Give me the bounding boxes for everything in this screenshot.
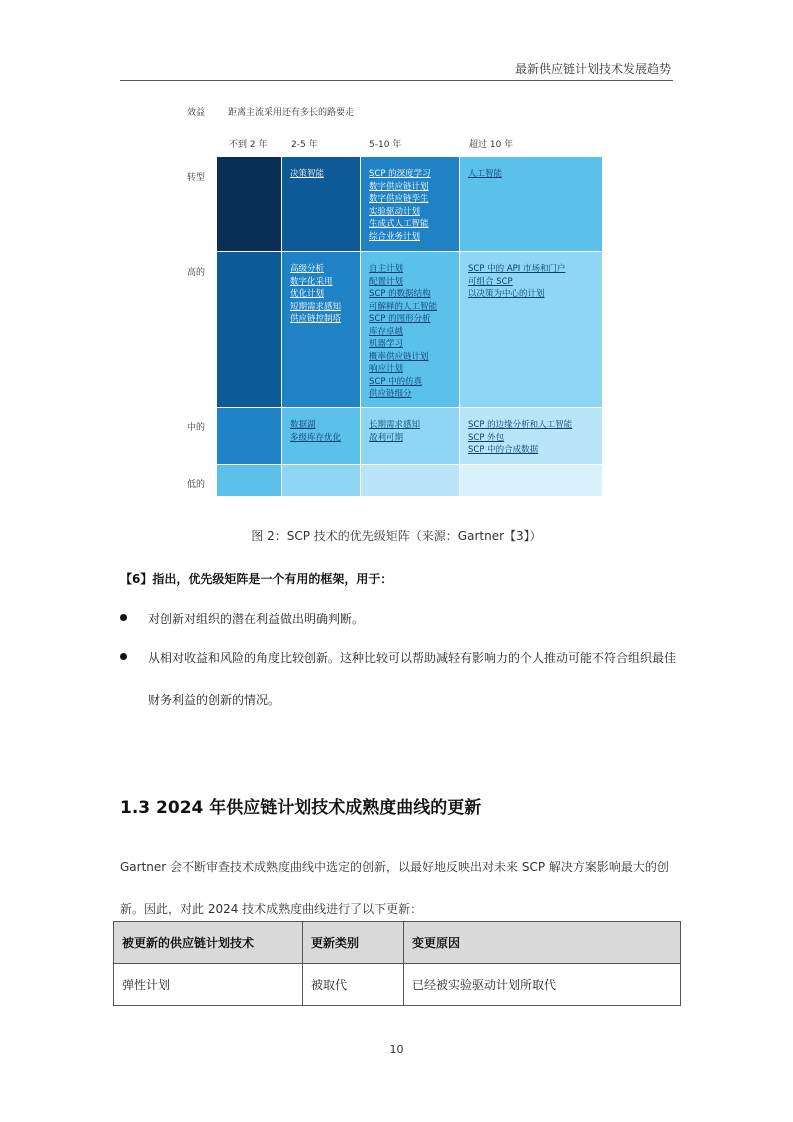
matrix-cell-items <box>290 168 324 181</box>
matrix-technology-item: 多级库存优化 <box>290 432 342 443</box>
matrix-technology-item: 供应链细分 <box>369 389 412 399</box>
matrix-col-label: 5-10 年 <box>369 140 402 150</box>
matrix-cell <box>217 252 281 407</box>
table-cell: 被取代 <box>303 964 404 1006</box>
matrix-technology-item: SCP 的图形分析 <box>369 314 431 324</box>
matrix-technology-item: SCP 外包 <box>468 432 505 443</box>
matrix-benefit-label: 效益 <box>187 108 206 118</box>
matrix-technology-item: 库存卓越 <box>369 326 404 337</box>
matrix-cell-items <box>290 419 341 444</box>
bullet-dot-icon <box>120 653 127 660</box>
bullet-item <box>120 637 680 721</box>
matrix-cell-items <box>468 263 566 301</box>
updates-table <box>113 921 681 1006</box>
matrix-technology-item: 自主计划 <box>369 264 404 274</box>
bullet-dot-icon <box>120 614 127 621</box>
matrix-row-label: 高的 <box>187 268 206 278</box>
matrix-technology-item: 数字供应链计划 <box>369 181 429 192</box>
section-heading: 1.3 2024 年供应链计划技术成熟度曲线的更新 <box>120 798 482 818</box>
table-header-cell: 被更新的供应链计划技术 <box>114 922 303 964</box>
matrix-technology-item: 人工智能 <box>468 169 503 179</box>
table-cell: 弹性计划 <box>114 964 303 1006</box>
matrix-technology-item: 生成式人工智能 <box>369 219 429 229</box>
matrix-technology-item: SCP 的深度学习 <box>369 169 431 179</box>
matrix-cell <box>217 408 281 464</box>
matrix-technology-item: 配置计划 <box>369 276 404 287</box>
bullet-item <box>120 598 680 640</box>
matrix-distance-label: 距离主流采用还有多长的路要走 <box>228 108 355 118</box>
matrix-cell <box>217 157 281 251</box>
matrix-technology-item: 数据湖 <box>290 420 316 430</box>
matrix-col-label: 超过 10 年 <box>469 140 514 150</box>
header-rule <box>120 80 673 81</box>
bullet-text: 从相对收益和风险的角度比较创新。这种比较可以帮助减轻有影响力的个人推动可能不符合组织最佳财务利益的创新的情况。 <box>148 651 677 707</box>
matrix-technology-item: SCP 中的仿真 <box>369 376 423 387</box>
matrix-technology-item: 优化计划 <box>290 289 325 299</box>
matrix-technology-item: 决策智能 <box>290 169 325 179</box>
table-header-cell: 变更原因 <box>404 922 681 964</box>
figure-caption: 图 2：SCP 技术的优先级矩阵（来源：Gartner【3】） <box>251 529 542 543</box>
matrix-cell <box>460 465 602 496</box>
matrix-technology-item: 盈利可期 <box>369 432 404 443</box>
matrix-cell-items <box>468 168 502 181</box>
matrix-col-label: 2-5 年 <box>291 140 318 150</box>
table-row <box>114 964 681 1006</box>
matrix-row-label: 中的 <box>187 423 206 433</box>
matrix-cell <box>361 465 459 496</box>
matrix-technology-item: 响应计划 <box>369 364 404 374</box>
header-title: 最新供应链计划技术发展趋势 <box>514 62 671 76</box>
matrix-technology-item: 机器学习 <box>369 339 404 349</box>
matrix-cell-items <box>369 263 437 401</box>
matrix-row-label: 低的 <box>187 480 206 490</box>
bullet-text: 对创新对组织的潜在利益做出明确判断。 <box>148 612 365 626</box>
matrix-technology-item: 可组合 SCP <box>468 276 513 287</box>
matrix-cell <box>217 465 281 496</box>
matrix-cell-items <box>468 419 572 457</box>
matrix-technology-item: 长期需求感知 <box>369 420 421 430</box>
matrix-cell <box>282 465 360 496</box>
matrix-technology-item: 可解释的人工智能 <box>369 301 438 312</box>
matrix-technology-item: 实验驱动计划 <box>369 206 421 217</box>
matrix-technology-item: 供应链控制塔 <box>290 314 342 324</box>
matrix-technology-item: 短期需求感知 <box>290 301 342 312</box>
section-paragraph: Gartner 会不断审查技术成熟度曲线中选定的创新，以最好地反映出对未来 SCP 解决方案影响最大的创新。因此，对此 2024 技术成熟度曲线进行了以下更新： <box>120 860 669 916</box>
matrix-technology-item: SCP 的边缘分析和人工智能 <box>468 420 573 430</box>
matrix-technology-item: SCP 中的合成数据 <box>468 445 539 455</box>
matrix-col-label: 不到 2 年 <box>229 140 268 150</box>
intro-text: 【6】指出，优先级矩阵是一个有用的框架，用于： <box>120 572 393 586</box>
matrix-technology-item: 高级分析 <box>290 264 325 274</box>
matrix-technology-item: SCP 的数据结构 <box>369 289 431 299</box>
matrix-technology-item: 综合业务计划 <box>369 231 421 242</box>
matrix-cell-items <box>369 419 420 444</box>
matrix-row-label: 转型 <box>187 173 206 183</box>
matrix-technology-item: 以决策为中心的计划 <box>468 289 545 299</box>
matrix-technology-item: SCP 中的 API 市场和门户 <box>468 264 566 274</box>
page-number: 10 <box>389 1043 404 1056</box>
table-header-row <box>114 922 681 964</box>
matrix-cell-items <box>290 263 341 326</box>
table-cell: 已经被实验驱动计划所取代 <box>404 964 681 1006</box>
matrix-technology-item: 数字化采用 <box>290 276 333 287</box>
matrix-technology-item: 数字供应链孪生 <box>369 194 429 204</box>
matrix-cell-items <box>369 168 431 243</box>
table-header-cell: 更新类别 <box>303 922 404 964</box>
matrix-technology-item: 概率供应链计划 <box>369 351 429 362</box>
